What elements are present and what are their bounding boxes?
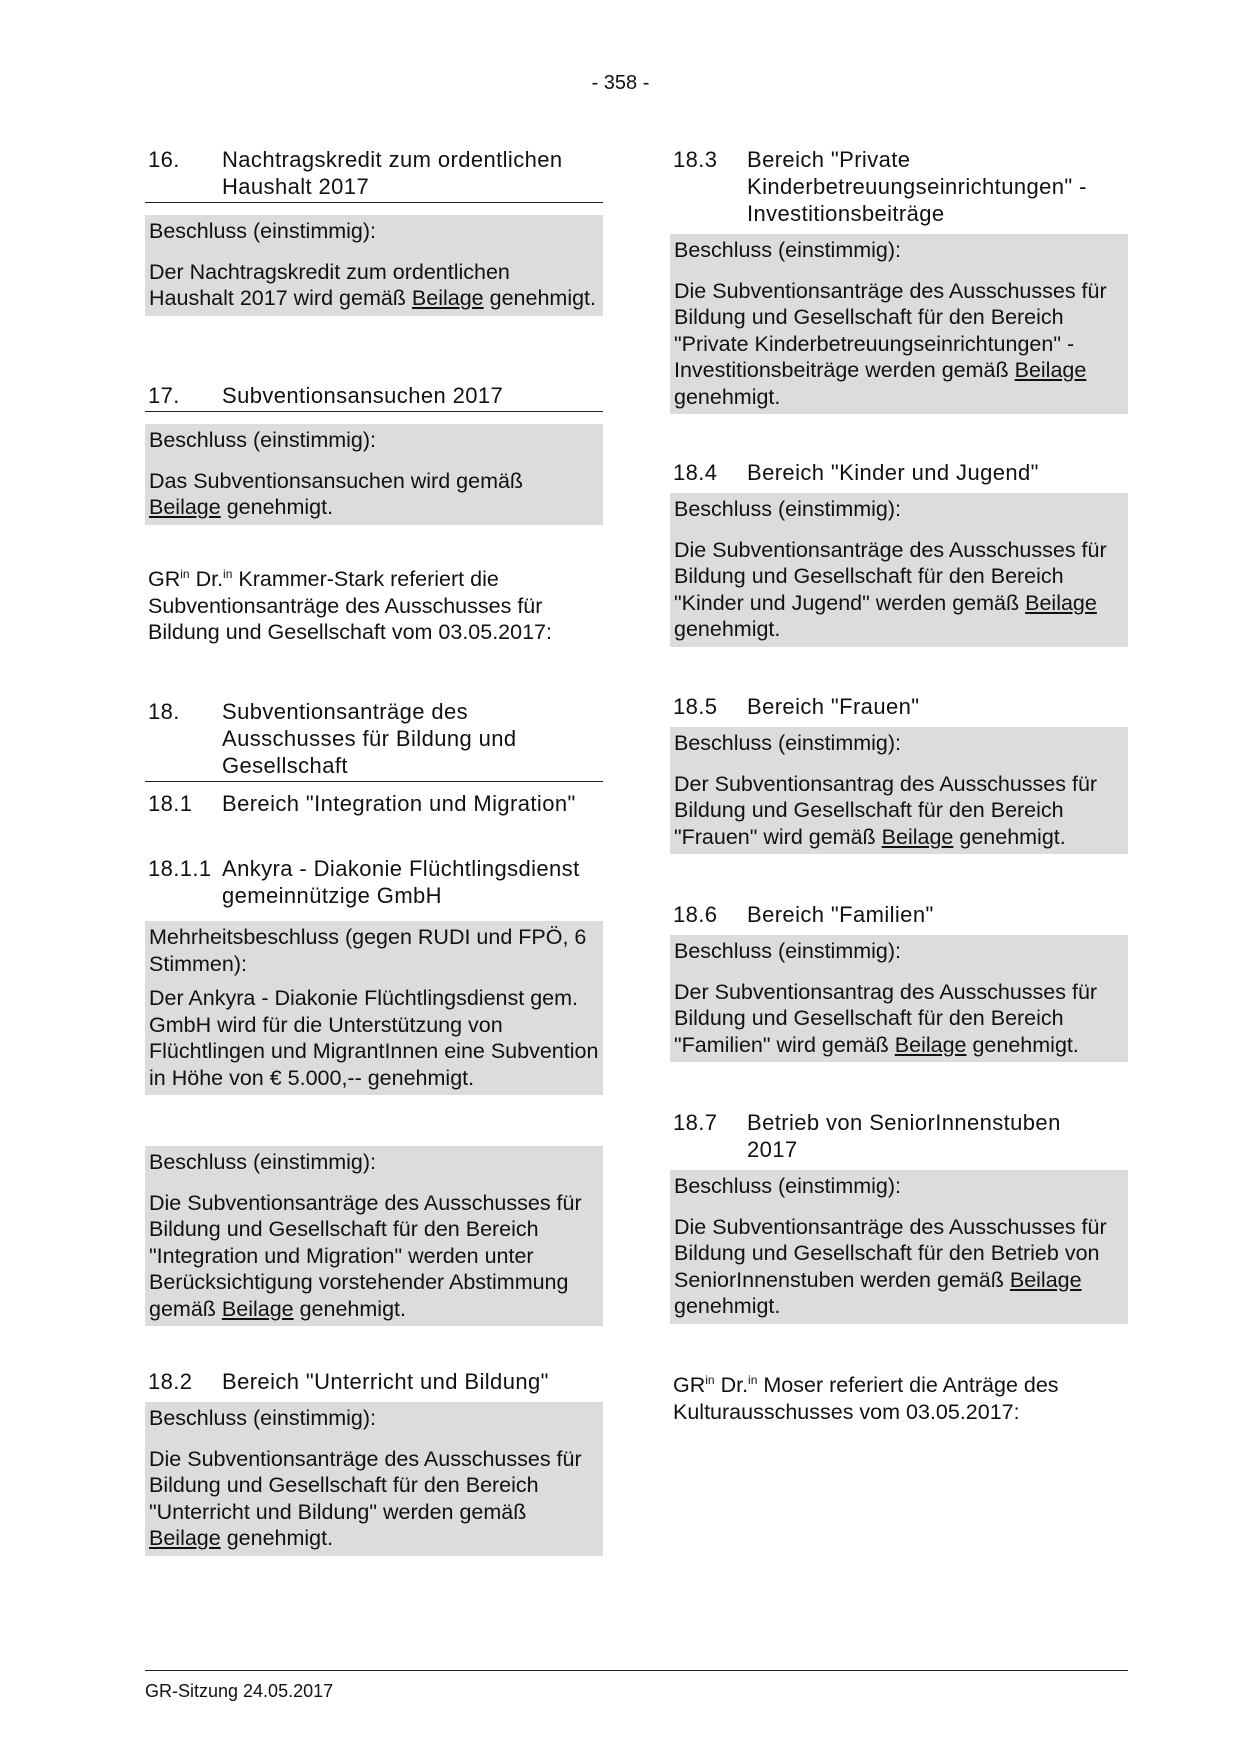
- page-footer: GR-Sitzung 24.05.2017: [145, 1670, 1128, 1702]
- decision-box: [670, 234, 1128, 414]
- section-number: 18.6: [673, 902, 718, 927]
- section-number: 18.2: [148, 1369, 193, 1394]
- section-heading: [670, 693, 1128, 720]
- section-18-5: [670, 693, 1128, 854]
- decision-text: Der Nachtragskredit zum ordentlichen Haushalt 2017 wird gemäß Beilage genehmigt.: [149, 259, 597, 310]
- section-title: Subventionsanträge des Ausschusses für Bildung und Gesellschaft: [222, 699, 517, 778]
- section-18-7: [670, 1109, 1128, 1324]
- section-heading: [670, 901, 1128, 928]
- beilage-link[interactable]: Beilage: [221, 1296, 294, 1321]
- section-title: Nachtragskredit zum ordentlichen Haushalt 2017: [222, 147, 563, 199]
- beilage-link[interactable]: Beilage: [1014, 358, 1087, 382]
- section-number: 18.1: [148, 791, 193, 816]
- decision-label: Beschluss (einstimmig):: [149, 219, 376, 243]
- section-heading: [145, 1368, 603, 1395]
- page-number: - 358 -: [591, 72, 650, 94]
- section-title: Bereich "Frauen": [747, 694, 920, 719]
- section-number: 17.: [148, 383, 180, 408]
- referral-paragraph: $GR^{in}$ Dr.$^{in}$ Moser referiert die Anträge des Kulturausschusses vom 03.05.2017:: [673, 1372, 1059, 1424]
- beilage-link[interactable]: Beilage: [149, 1526, 221, 1550]
- section-18: [145, 698, 603, 782]
- decision-label: Beschluss (einstimmig):: [674, 497, 901, 521]
- beilage-link[interactable]: Beilage: [1025, 590, 1097, 615]
- referral-paragraph: $GR^{in}$ Dr.$^{in}$ Krammer-Stark referiert die Subventionsanträge des Ausschusses für Bildung und Gesellschaft vom 03.05.2017:: [148, 566, 552, 644]
- decision-text: Der Ankyra - Diakonie Flüchtlingsdienst gem. GmbH wird für die Unterstützung von Flüchtlingen und MigrantInnen eine Subvention in Höhe von € 5.000,-- genehmigt.: [149, 986, 599, 1090]
- section-18-4: [670, 459, 1128, 647]
- beilage-link[interactable]: Beilage: [411, 286, 484, 310]
- section-heading: [145, 146, 603, 203]
- section-number: 18.4: [673, 460, 718, 485]
- section-title: Bereich "Familien": [747, 902, 934, 927]
- decision-box: [670, 935, 1128, 1062]
- beilage-link[interactable]: Beilage: [881, 824, 954, 849]
- beilage-link[interactable]: Beilage: [149, 495, 221, 519]
- decision-box: [670, 493, 1128, 647]
- decision-box: [145, 921, 603, 1095]
- section-17: [145, 382, 603, 525]
- section-title: Bereich "Private Kinderbetreuungseinrichtungen" - Investitionsbeiträge: [747, 147, 1087, 226]
- section-title: Ankyra - Diakonie Flüchtlingsdienst gemeinnützige GmbH: [222, 856, 580, 908]
- decision-label: Beschluss (einstimmig):: [149, 1150, 376, 1174]
- section-number: 18.7: [673, 1110, 718, 1135]
- section-heading: [670, 146, 1128, 227]
- section-18-1-1: [145, 855, 603, 1095]
- section-heading: [145, 790, 603, 817]
- section-18-1: [145, 790, 603, 817]
- section-title: Bereich "Integration und Migration": [222, 791, 576, 816]
- section-16: [145, 146, 603, 316]
- decision-text: Der Subventionsantrag des Ausschusses für Bildung und Gesellschaft für den Bereich "Familien" wird gemäß Beilage genehmigt.: [674, 979, 1098, 1057]
- section-18-2: [145, 1368, 603, 1556]
- decision-label: Mehrheitsbeschluss (gegen RUDI und FPÖ, 6 Stimmen):: [149, 925, 587, 976]
- decision-label: Beschluss (einstimmig):: [674, 238, 901, 262]
- section-title: Bereich "Kinder und Jugend": [747, 460, 1039, 485]
- decision-text: Das Subventionsansuchen wird gemäß Beilage genehmigt.: [149, 468, 524, 519]
- decision-text: Die Subventionsanträge des Ausschusses für Bildung und Gesellschaft für den Bereich "Private Kinderbetreuungseinrichtungen" - Investitionsbeiträge werden gemäß Beilage genehmigt.: [674, 278, 1107, 409]
- section-number: 16.: [148, 147, 180, 172]
- section-heading: [145, 698, 603, 782]
- decision-box: [670, 1170, 1128, 1324]
- beilage-link[interactable]: Beilage: [1009, 1267, 1082, 1292]
- section-18-6: [670, 901, 1128, 1062]
- section-title: Subventionsansuchen 2017: [222, 383, 504, 408]
- section-heading: [670, 1109, 1128, 1163]
- section-number: 18.5: [673, 694, 718, 719]
- decision-label: Beschluss (einstimmig):: [149, 1406, 376, 1430]
- decision-box: [145, 215, 603, 316]
- decision-box: [145, 1402, 603, 1556]
- section-number: 18.1.1: [148, 856, 212, 881]
- section-18-1-summary: [145, 1146, 603, 1326]
- section-heading: [145, 855, 603, 909]
- section-number: 18.3: [673, 147, 718, 172]
- section-heading: [145, 382, 603, 412]
- section-18-3: [670, 146, 1128, 414]
- section-title: Bereich "Unterricht und Bildung": [222, 1369, 549, 1394]
- decision-label: Beschluss (einstimmig):: [674, 731, 901, 755]
- beilage-link[interactable]: Beilage: [894, 1032, 967, 1057]
- decision-label: Beschluss (einstimmig):: [674, 939, 901, 963]
- decision-text: Die Subventionsanträge des Ausschusses für Bildung und Gesellschaft für den Bereich "Unterricht und Bildung" werden gemäß Beilage genehmigt.: [149, 1446, 582, 1550]
- section-heading: [670, 459, 1128, 486]
- decision-label: Beschluss (einstimmig):: [674, 1174, 901, 1198]
- decision-box: [670, 727, 1128, 854]
- decision-box: [145, 1146, 603, 1326]
- section-number: 18.: [148, 699, 180, 724]
- decision-text: Die Subventionsanträge des Ausschusses für Bildung und Gesellschaft für den Bereich "Kinder und Jugend" werden gemäß Beilage genehmigt.: [674, 537, 1107, 641]
- decision-box: [145, 424, 603, 525]
- decision-label: Beschluss (einstimmig):: [149, 428, 376, 452]
- decision-text: Die Subventionsanträge des Ausschusses für Bildung und Gesellschaft für den Betrieb von SeniorInnenstuben werden gemäß Beilage genehmigt.: [674, 1214, 1107, 1318]
- section-title: Betrieb von SeniorInnenstuben 2017: [747, 1110, 1061, 1162]
- decision-text: Der Subventionsantrag des Ausschusses für Bildung und Gesellschaft für den Bereich "Frauen" wird gemäß Beilage genehmigt.: [674, 771, 1098, 849]
- decision-text: Die Subventionsanträge des Ausschusses für Bildung und Gesellschaft für den Bereich "Integration und Migration" werden unter Berücksichtigung vorstehender Abstimmung gemäß Beilage genehmigt.: [149, 1190, 582, 1321]
